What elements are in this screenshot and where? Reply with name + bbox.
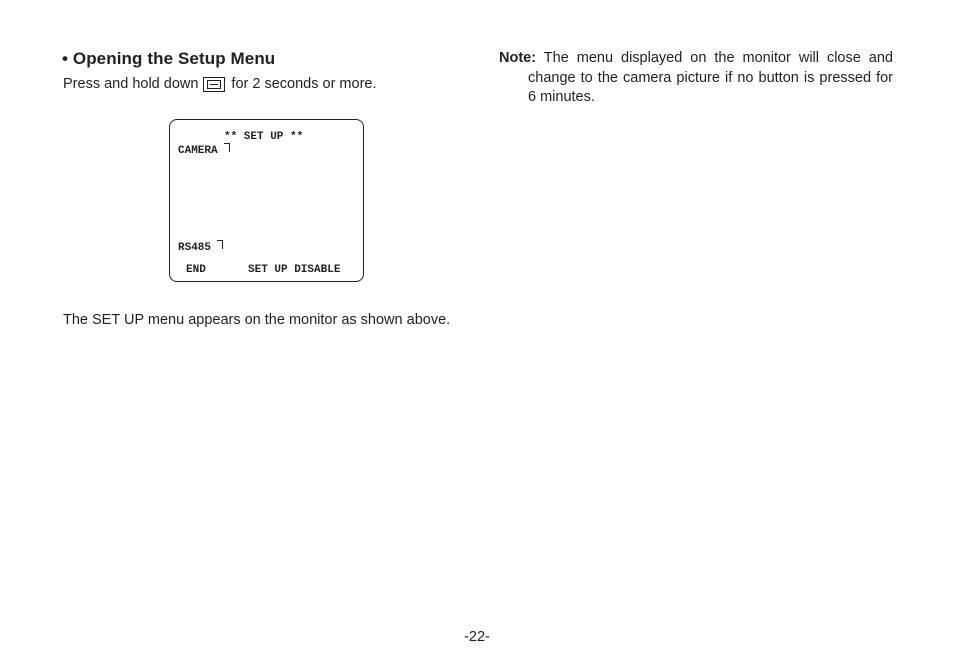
monitor-end: END bbox=[186, 264, 206, 276]
note-label: Note: bbox=[499, 50, 537, 66]
instruction-before: Press and hold down bbox=[63, 76, 199, 92]
submenu-bracket-icon bbox=[217, 240, 223, 249]
submenu-bracket-icon bbox=[224, 143, 230, 152]
section-heading: • Opening the Setup Menu bbox=[62, 49, 276, 68]
monitor-item-rs485-label: RS485 bbox=[178, 242, 212, 254]
monitor-title: ** SET UP ** bbox=[224, 131, 304, 143]
monitor-screen bbox=[169, 119, 364, 282]
instruction-text bbox=[63, 76, 377, 92]
monitor-item-camera bbox=[178, 143, 230, 157]
monitor-item-rs485 bbox=[178, 240, 223, 254]
caption-text: The SET UP menu appears on the monitor as shown above. bbox=[63, 312, 451, 328]
instruction-after: for 2 seconds or more. bbox=[231, 76, 377, 92]
page-number: -22- bbox=[464, 629, 490, 645]
monitor-item-camera-label: CAMERA bbox=[178, 145, 218, 157]
note-block bbox=[499, 49, 893, 108]
menu-key-icon bbox=[203, 77, 225, 92]
note-text: The menu displayed on the monitor will close and change to the camera picture if no button is pressed for 6 minutes. bbox=[528, 50, 893, 105]
monitor-setup-disable: SET UP DISABLE bbox=[248, 264, 341, 276]
